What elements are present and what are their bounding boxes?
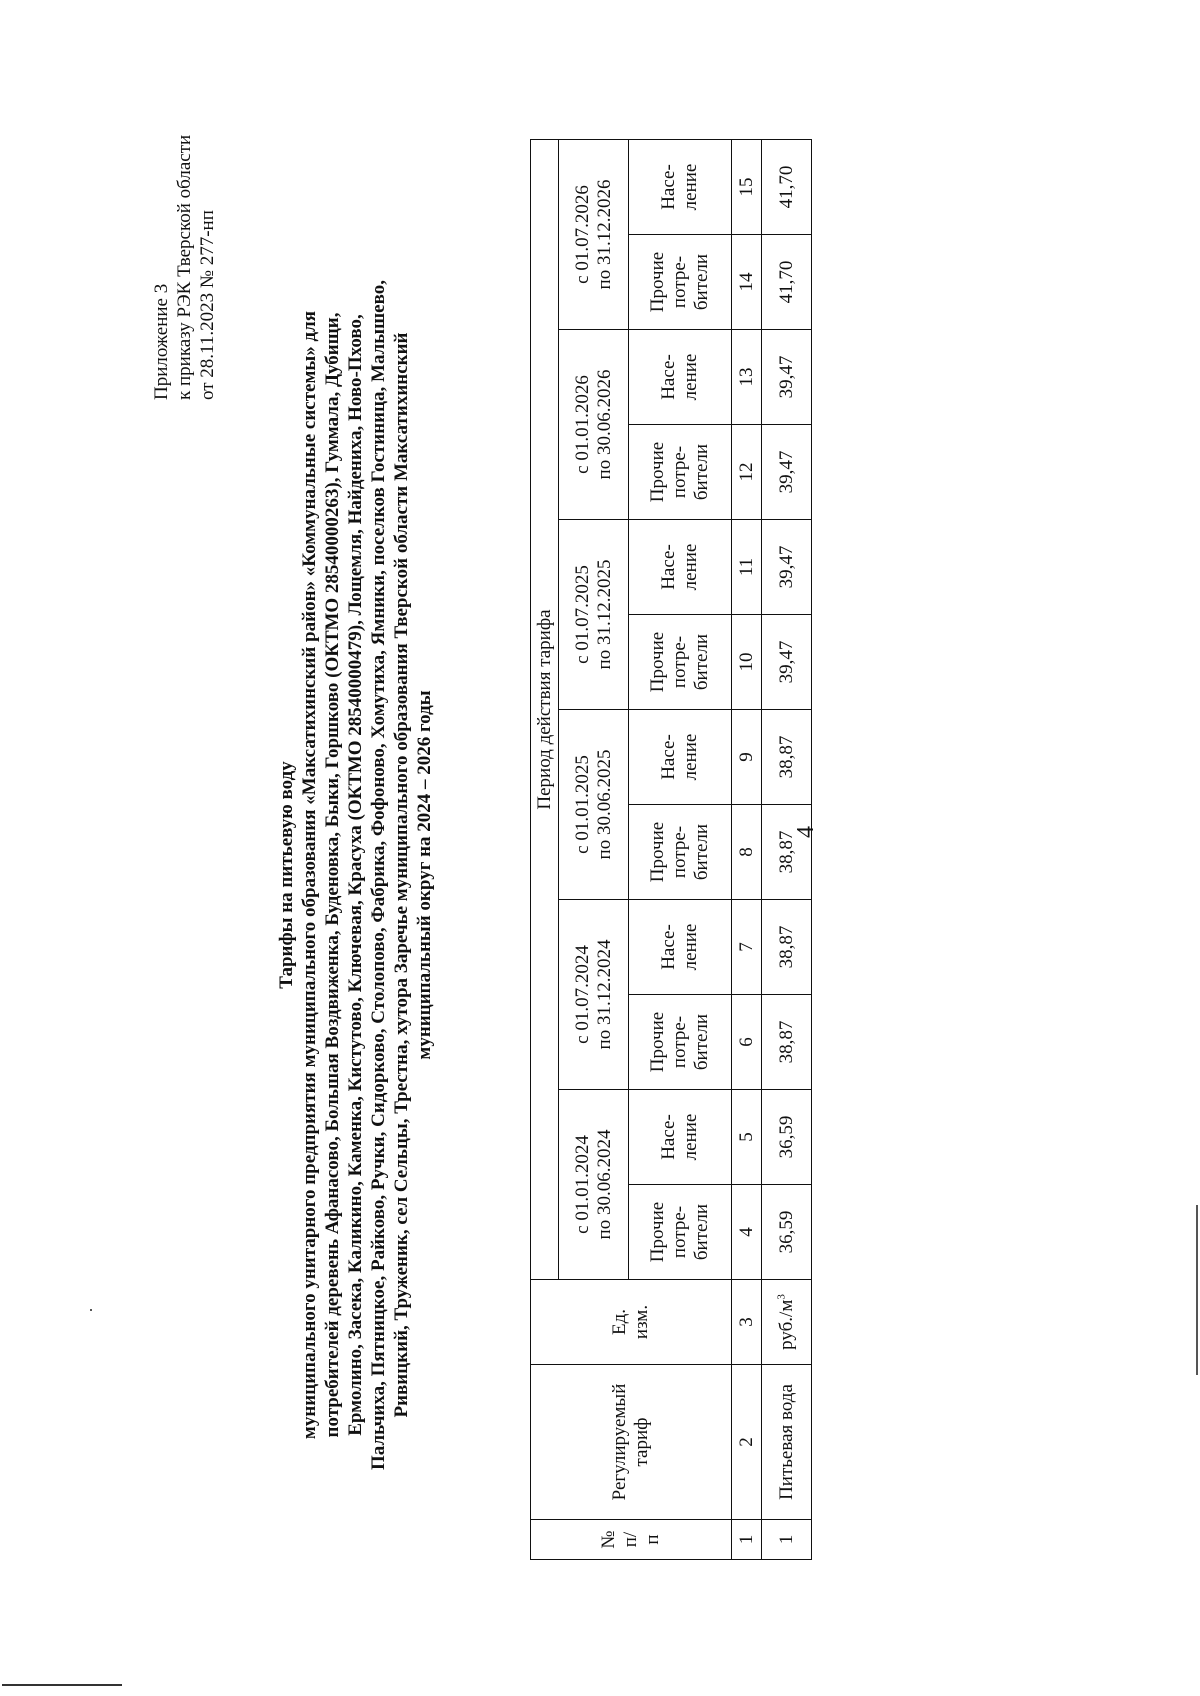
tariff-value: 36,59	[762, 1090, 812, 1185]
title-line: муниципального унитарного предприятия муниципального образования «Максатихинский район» «Коммунальные системы» для	[299, 310, 320, 1440]
column-number: 10	[732, 615, 762, 710]
subheader-other-consumers: Прочие потре- бители	[629, 995, 732, 1090]
column-number: 5	[732, 1090, 762, 1185]
title-line: потребителей деревень Афанасово, Большая Воздвиженка, Буденовка, Быки, Горшково (ОКТМО 28540000263), Гуммала, Дубищи,	[322, 312, 343, 1438]
header-unit: Ед. изм.	[531, 1280, 732, 1365]
tariff-value: 36,59	[762, 1185, 812, 1280]
appendix-reference	[150, 20, 219, 400]
unit-text: руб./м	[775, 1299, 797, 1350]
subheader-population: Насе- ление	[629, 710, 732, 805]
row-number: 1	[762, 1520, 812, 1560]
subheader-population: Насе- ление	[629, 140, 732, 235]
column-number: 11	[732, 520, 762, 615]
title-line: Ермолино, Засека, Каликино, Каменка, Кистутово, Ключевая, Красуха (ОКТМО 28540000479), Лощемля, Найдениха, Ново-Пхово,	[345, 314, 366, 1436]
unit-superscript: 3	[775, 1294, 788, 1300]
header-period: Период действия тарифа	[531, 140, 559, 1280]
column-number-row	[732, 140, 762, 1560]
column-number: 7	[732, 900, 762, 995]
tariff-value: 41,70	[762, 140, 812, 235]
page-number: 4	[793, 826, 819, 838]
table-row	[762, 140, 812, 1560]
title-line: Пальчиха, Пятницкое, Райково, Ручки, Сидорково, Столопово, Фабрика, Фофоново, Хомутиха, Ямники, поселков Гостиница, Малышево,	[368, 280, 389, 1470]
period-header: с 01.01.2026 по 30.06.2026	[559, 330, 629, 520]
tariff-value: 39,47	[762, 615, 812, 710]
subheader-population: Насе- ление	[629, 1090, 732, 1185]
header-tariff: Регулируемый тариф	[531, 1365, 732, 1520]
column-number: 1	[732, 1520, 762, 1560]
title-line: муниципальный округ на 2024 – 2026 годы	[414, 690, 435, 1060]
column-number: 13	[732, 330, 762, 425]
scan-dot	[90, 1309, 92, 1311]
title-line: Тарифы на питьевую воду	[276, 761, 297, 989]
subheader-other-consumers: Прочие потре- бители	[629, 805, 732, 900]
subheader-population: Насе- ление	[629, 520, 732, 615]
subheader-other-consumers: Прочие потре- бители	[629, 615, 732, 710]
column-number: 2	[732, 1365, 762, 1520]
column-number: 4	[732, 1185, 762, 1280]
appendix-line: Приложение 3	[151, 283, 172, 400]
column-number: 14	[732, 235, 762, 330]
period-header: с 01.01.2024 по 30.06.2024	[559, 1090, 629, 1280]
column-number: 3	[732, 1280, 762, 1365]
tariff-value: 39,47	[762, 330, 812, 425]
column-number: 15	[732, 140, 762, 235]
column-number: 12	[732, 425, 762, 520]
subheader-other-consumers: Прочие потре- бители	[629, 235, 732, 330]
row-tariff-name: Питьевая вода	[762, 1365, 812, 1520]
tariff-table	[530, 139, 812, 1560]
column-number: 9	[732, 710, 762, 805]
subheader-other-consumers: Прочие потре- бители	[629, 1185, 732, 1280]
document-title	[275, 100, 436, 1650]
row-unit	[762, 1280, 812, 1365]
tariff-value: 38,87	[762, 900, 812, 995]
header-row-period	[531, 140, 559, 1560]
tariff-value: 39,47	[762, 425, 812, 520]
subheader-population: Насе- ление	[629, 900, 732, 995]
subheader-population: Насе- ление	[629, 330, 732, 425]
column-number: 8	[732, 805, 762, 900]
period-header: с 01.01.2025 по 30.06.2025	[559, 710, 629, 900]
tariff-value: 38,87	[762, 710, 812, 805]
tariff-value: 38,87	[762, 805, 812, 900]
title-line: Ривицкий, Труженик, сел Сельцы, Трестна, хутора Заречье муниципального образования Тверской области Максатихинский	[391, 332, 412, 1418]
tariff-value: 41,70	[762, 235, 812, 330]
tariff-value: 38,87	[762, 995, 812, 1090]
appendix-line: к приказу РЭК Тверской области	[174, 134, 195, 400]
subheader-other-consumers: Прочие потре- бители	[629, 425, 732, 520]
rotated-document	[75, 0, 1125, 1690]
appendix-line: от 28.11.2023 № 277-нп	[197, 210, 218, 400]
scan-edge-mark	[1196, 1205, 1198, 1375]
period-header: с 01.07.2025 по 31.12.2025	[559, 520, 629, 710]
period-header: с 01.07.2026 по 31.12.2026	[559, 140, 629, 330]
period-header: с 01.07.2024 по 31.12.2024	[559, 900, 629, 1090]
scan-bottom-line	[2, 1684, 122, 1686]
column-number: 6	[732, 995, 762, 1090]
tariff-value: 39,47	[762, 520, 812, 615]
header-num: № п/ п	[531, 1520, 732, 1560]
